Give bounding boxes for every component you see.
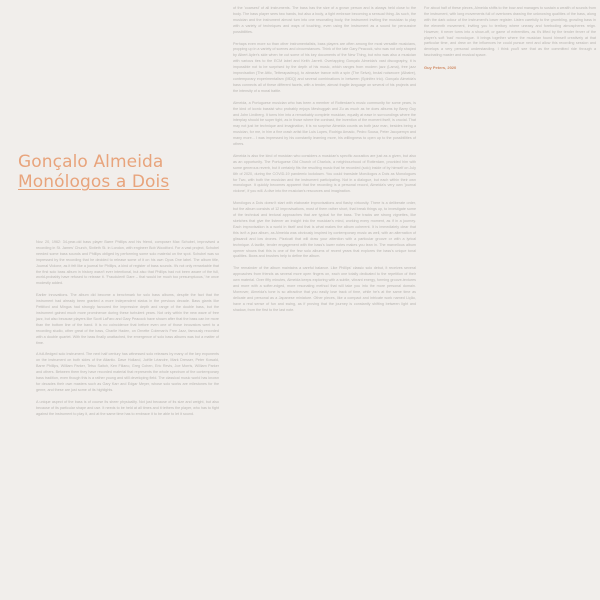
paragraph: Perhaps even more so than other instrumentalists, bass players are often among the most versatile musicians, propping up in a variety of scenes and circumstances. Think of the late Gary Peacock, who was not only shaped by Albert Ayler's side when he cut some of his key documents of the New Thing, but who was also a musician with various ties to the ECM label and Keith Jarrett. Overlapping Gonçalo Almeida's vast discography, it is impossible not to be surprised by the depth of his music, which ranges from modern jazz (Lama), free jazz improvisation (The Attic, Tetterapadequ), to abrasive trance with a spin (The Selva), brutal noisecore (Albatre), contemporary experimentalism (MDQ) and several combinations in between (Spinifex trio). Gonçalo Almeida's bass connects all of these different facets, with a tender, almost fragile language on several of his projects and the intensity of a moral battle. [233, 41, 416, 93]
paragraph: For about half of these pieces, Almeida shifts to the bow and manages to sustain a wealth of sounds from the instrument, with long movements full of overtones drawing the unknowing qualities of the bass, along with the dark colour of the instrument's lower register. Listen carefully to the grumbling, growling bass in the eleventh movement, inviting you to territory where uneasy and foreboding atmospheres reign. However, it never turns into a show-off, or game of extremities, as it's lifted by the tender ferver of the player's soft 'bad' monologue. It brings together where the musician found himself creatively at that particular time, and drew on the influences he could pursue next and allow this recording session and develops a very personal understanding. I think you'll see that as the committed ride through a fascinating master and musical space. [424, 6, 596, 58]
paragraph: Nov. 20, 1962: 34-year-old bass player Barre Phillips and his friend, composer Max Schubel, improvised a recording in St. James' Church, Sixtieth St. in London, with engineer Bob Woodford. For a vast project, Schubel needed some bass sounds and Phillips obliged by performing some solo material on the spot. Schubel was so impressed by the recording that he decided to release some of it on his own Opus One label. The album title, Journal Violone, as it felt like a journal for Phillips, a kind of register of bass sounds. It's not only remarkable that the first solo bass album in history wasn't ever intentional, but also that Phillips had not been aware of the full, world-probably have refused to release it. 'Fraudulent! Dare – that would be much too presumptuous,' he once modestly added. [36, 240, 219, 286]
paragraph: of the 'coarsest' of all instruments. The bass has the size of a grown person and is always held close to the body. The bass player sees two hands, but also a body, a tight embrace becoming a sensual thing. As such, the musician and the instrument almost turn into one resonating body, the instrument inviting the musician to play with a variety of techniques and ways of touching, even using the instrument as a sound for percussive possibilities. [233, 6, 416, 34]
liner-notes-column-3 [424, 6, 596, 71]
paragraph: A full-fledged solo instrument. The next half century has witnessed solo releases by many of the key exponents on the instrument on both sides of the Atlantic. Dave Holland, Joëlle Léandre, Mark Dresser, Peter Kowald, Barre Phillips, William Parker, Tetsu Saitoh, Ken Filiano, Greg Cohen, Eric Revis, Joe Morris, William Parker and others. Between them they have recorded material that represents the whole spectrum of the contemporary bass tradition, even though this is a rather young and still developing field. The classical music world has known for decades their own masters such as Gary Karr and Edgar Meyer, whose solo works are milestones for the genre, and these are just some of its highlights. [36, 352, 219, 392]
paragraph: Almeida, a Portuguese musician who has been a member of Rotterdam's music community for some years, is the kind of iconic bassist who probably enjoys Meshuggah and Zu as much as he does albums by Barry Guy and John Lindberg. It turns him into a remarkably complete musician, equally at ease in surroundings where the interplay should be super tight, as in those where the contrast, the invention of the moment itself, is crucial. That may not just be technique and imagination, it is no surprise Almeida counts as both jazz man, besides being a musician, for me, in him a fine crash artist like Luis Lopes, Rodrigo Amado, Pedro Sousa, Peter Jacquemyn and many more... I was impressed by his constantly learning more, his willingness to open up to the possibilities of others. [233, 100, 416, 147]
paragraph: Earlier innovations. The album did become a benchmark for solo bass albums, despite the fact that the instrument had already been granted a more independent status in the previous decade. Bass giants like Pettiford and Mingus had strongly favoured the impressive depth and range of the double bass, but the instrument gained much more prominence during these turbulent years. Not only within the new wave of free jazz, but also because players like Scott LaFaro and Gary Peacock have shown after that the bass can be more than the bottom line of the band. It is no coincidence that before even one of those innovators went to a recording studio, other great of the bass, Charlie Haden, on Ornette Coleman's Free Jazz, famously recorded with a double quartet. With the bass finally unattached, the emergence of solo bass albums was but a matter of time. [36, 293, 219, 345]
paragraph: The remainder of the album maintains a careful balance. Like Phillips' classic solo debut, it receives several approaches from friends as several more open fingers on, each one totally dedicated to the repetition of their own material. Over fifty minutes, Almeida keeps exploring with a subtle, vibrant energy, forming groove-textures and more with a softer-edged, more resonating method that will take you into the more personal domain. Moreover, Almeida's tone is so attractive that you easily lose track of time, while he's at the same time as delicate and personal as a Japanese miniature. Other pieces, like a compact and intricate work named Lição, have a real sense of fun and swing, as if proving that the journey is constantly shifting between light and shadow, from the first to the last note. [233, 266, 416, 312]
album-title: Monólogos a Dois [18, 172, 170, 192]
liner-notes-column-1 [36, 240, 219, 423]
liner-notes-column-2 [233, 6, 416, 320]
author-signature: Guy Peters, 2020 [424, 65, 457, 71]
paragraph: A unique aspect of the bass is of course its sheer physicality. Not just because of its size and weight, but also because of its particular shape and use. It needs to be held at all times and it tethers the player, who has to fight against the instrument to play it, and at the same time has to embrace it to be able to let it sound. [36, 399, 219, 416]
artist-name: Gonçalo Almeida [18, 152, 164, 172]
album-title-block [18, 152, 218, 192]
paragraph: Almeida is also the kind of musician who considers a musician's specific acoustics are just as a given, but also as an opportunity. The Portuguese Old Church of Charlois, a neighbourhood of Rotterdam, provided him with some generous reverb, but it certainly fits the resulting music that he recorded (solo) inside of by himself on July 6th of 2020, during the COVID-19 pandemic lockdown. You could translate Monólogos a Dois as Monologues for Two, with both the musician and the instrument participating. Not in a dialogue, but each within their own monologue. It quickly becomes apparent that the recording is a personal record, Almeida's very own 'journal violone', if you will. A dive into the musician's resources and imagination. [233, 153, 416, 194]
paragraph: Monólogos a Dois doesn't start with elaborate improvisations and flashy virtuosity. There is a deliberate order, but the album consists of 12 improvisations, most of them rather short, that break things up, to investigate some of the technical and textural approaches that are typical for the bass. The tracks are strong vignettes, like sketches that give the listener an insight into the musician's mind, working every moment, as if in a journey. Each improvisation is a world in itself and that is what makes the album coherent. It is immediately clear that this isn't a jazz album, as Almeida was obviously inspired by contemporary music as well, with an alternation of glissandi and low drones. Pizzicati that will draw your attention with a particular groove or with a lyrical technique. A tactile, tender engagement with the bass's lower notes makes you lean in. The marvellous album opener shows that this is one of the few solo albums of recent years that explores the bass's unique tonal qualities. Bows and brushes help to define the album. [233, 201, 416, 259]
